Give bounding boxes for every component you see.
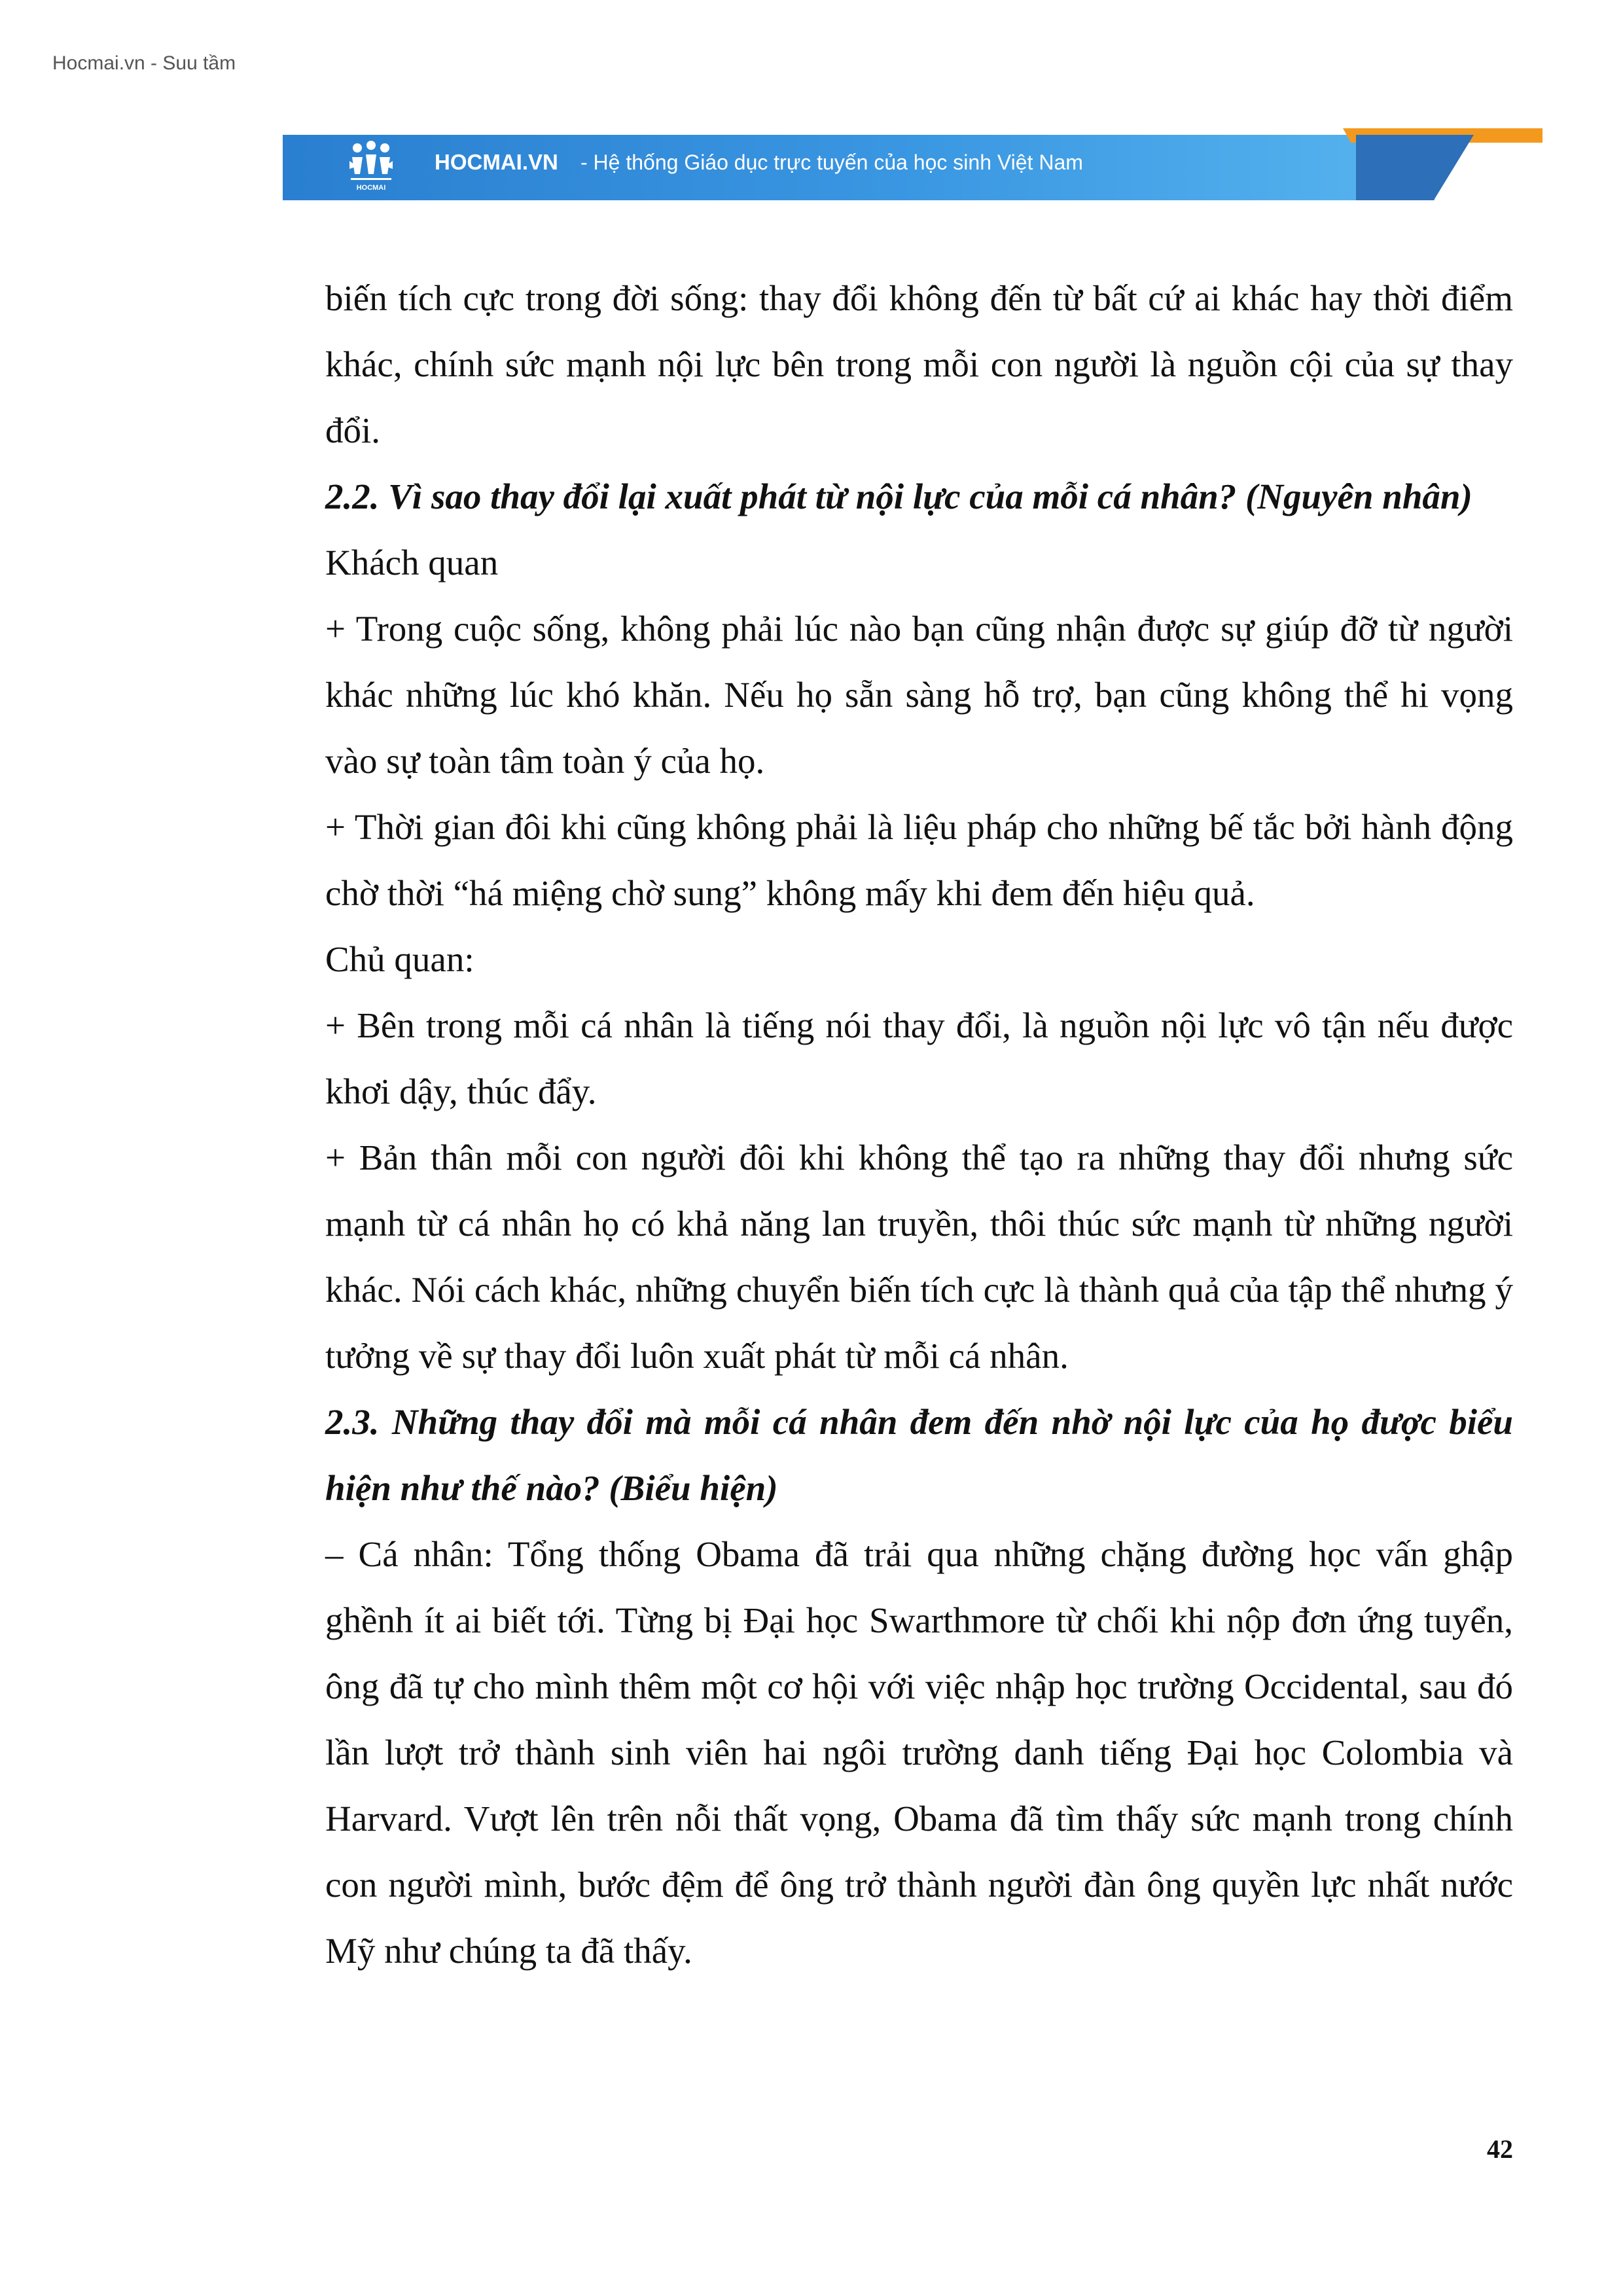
section-heading: 2.3. Những thay đổi mà mỗi cá nhân đem đến nhờ nội lực của họ được biểu hiện như thế nào? (Biểu hiện) <box>325 1402 1513 1508</box>
page-number: 42 <box>1487 2134 1513 2164</box>
subheading: Chủ quan: <box>325 939 474 979</box>
hocmai-logo-icon <box>348 140 394 195</box>
document-body <box>325 265 1513 1984</box>
paragraph: + Thời gian đôi khi cũng không phải là liệu pháp cho những bế tắc bởi hành động chờ thời “há miệng chờ sung” không mấy khi đem đến hiệu quả. <box>325 807 1513 913</box>
brand-name: HOCMAI.VN <box>435 150 558 174</box>
source-note: Hocmai.vn - Suu tầm <box>52 52 236 74</box>
banner-blue-tip <box>1356 135 1474 200</box>
paragraph: – Cá nhân: Tổng thống Obama đã trải qua những chặng đường học vấn ghập ghềnh ít ai biết tới. Từng bị Đại học Swarthmore từ chối khi nộp đơn ứng tuyển, ông đã tự cho mình thêm một cơ hội với việc nhập học trường Occidental, sau đó lần lượt trở thành sinh viên hai ngôi trường danh tiếng Đại học Colombia và Harvard. Vượt lên trên nỗi thất vọng, Obama đã tìm thấy sức mạnh trong chính con người mình, bước đệm để ông trở thành người đàn ông quyền lực nhất nước Mỹ như chúng ta đã thấy. <box>325 1534 1513 1971</box>
header-banner <box>283 128 1543 202</box>
paragraph: biến tích cực trong đời sống: thay đổi không đến từ bất cứ ai khác hay thời điểm khác, chính sức mạnh nội lực bên trong mỗi con người là nguồn cội của sự thay đổi. <box>325 278 1513 450</box>
brand-tagline: - Hệ thống Giáo dục trực tuyến của học sinh Việt Nam <box>580 151 1083 174</box>
paragraph: + Bản thân mỗi con người đôi khi không thể tạo ra những thay đổi nhưng sức mạnh từ cá nhân họ có khả năng lan truyền, thôi thúc sức mạnh từ những người khác. Nói cách khác, những chuyển biến tích cực là thành quả của tập thể nhưng ý tưởng về sự thay đổi luôn xuất phát từ mỗi cá nhân. <box>325 1138 1513 1376</box>
subheading: Khách quan <box>325 543 499 583</box>
paragraph: + Trong cuộc sống, không phải lúc nào bạn cũng nhận được sự giúp đỡ từ người khác những lúc khó khăn. Nếu họ sẵn sàng hỗ trợ, bạn cũng không thể hi vọng vào sự toàn tâm toàn ý của họ. <box>325 609 1513 781</box>
paragraph: + Bên trong mỗi cá nhân là tiếng nói thay đổi, là nguồn nội lực vô tận nếu được khơi dậy, thúc đẩy. <box>325 1005 1513 1111</box>
section-heading: 2.2. Vì sao thay đổi lại xuất phát từ nội lực của mỗi cá nhân? (Nguyên nhân) <box>325 476 1472 516</box>
logo-text: HOCMAI <box>356 184 386 192</box>
